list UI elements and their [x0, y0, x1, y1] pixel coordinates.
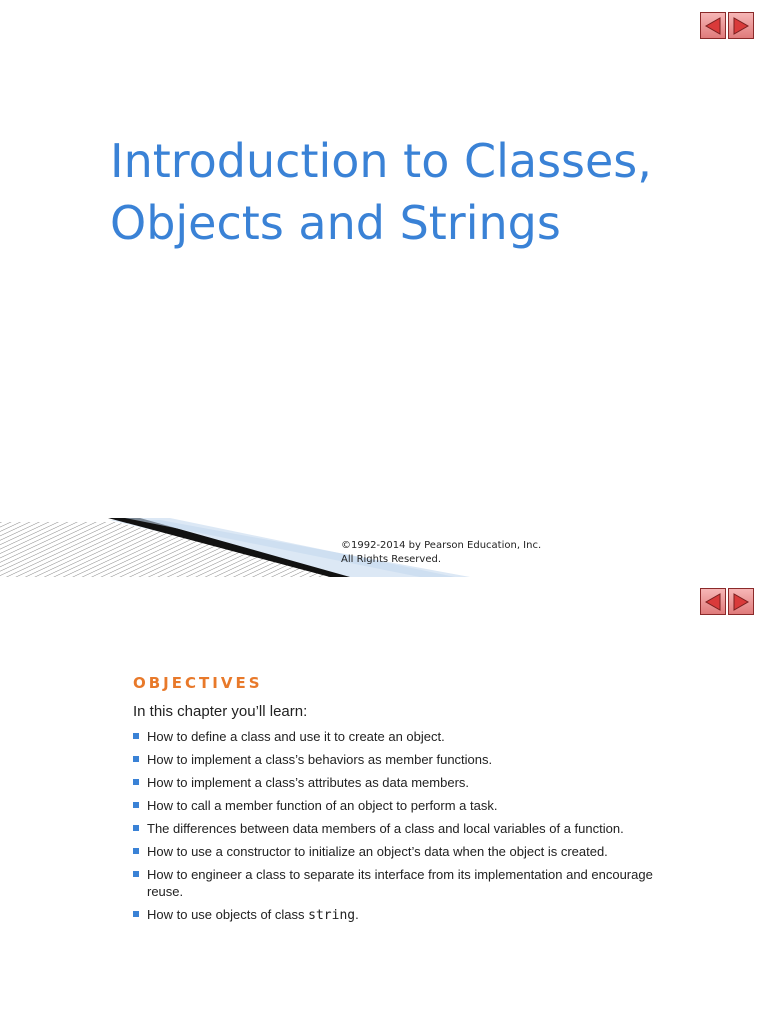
list-item — [133, 728, 673, 745]
objective-text: The differences between data members of a class and local variables of a function. — [147, 821, 624, 836]
next-slide-button[interactable] — [728, 588, 754, 615]
bullet-icon — [133, 871, 139, 877]
objective-text: How to implement a class’s attributes as data members. — [147, 775, 470, 790]
prev-slide-button[interactable] — [700, 12, 726, 39]
triangle-left-icon — [703, 16, 723, 36]
objectives-list — [133, 728, 673, 930]
objective-text-prefix: How to use objects of class — [147, 907, 309, 922]
objective-text-suffix: . — [355, 907, 359, 922]
slide-navigation — [700, 12, 754, 39]
objective-text: How to call a member function of an object to perform a task. — [147, 798, 498, 813]
objective-text: How to use a constructor to initialize an object’s data when the object is created. — [147, 844, 608, 859]
next-slide-button[interactable] — [728, 12, 754, 39]
triangle-left-icon — [703, 592, 723, 612]
objective-text: How to engineer a class to separate its interface from its implementation and encourage reuse. — [147, 867, 653, 899]
list-item — [133, 751, 673, 768]
title-line-1: Introduction to Classes, — [110, 134, 652, 188]
prev-slide-button[interactable] — [700, 588, 726, 615]
bullet-icon — [133, 911, 139, 917]
objectives-heading: OBJECTIVES — [133, 674, 263, 692]
triangle-right-icon — [731, 16, 751, 36]
copyright-line-1: ©1992-2014 by Pearson Education, Inc. — [341, 540, 542, 551]
bullet-icon — [133, 779, 139, 785]
objective-text: How to define a class and use it to create an object. — [147, 729, 445, 744]
bullet-icon — [133, 756, 139, 762]
triangle-right-icon — [731, 592, 751, 612]
objective-text: How to implement a class’s behaviors as member functions. — [147, 752, 493, 767]
slide-navigation — [700, 588, 754, 615]
list-item — [133, 797, 673, 814]
list-item — [133, 866, 673, 900]
bullet-icon — [133, 802, 139, 808]
list-item — [133, 906, 673, 924]
bullet-icon — [133, 848, 139, 854]
bullet-icon — [133, 733, 139, 739]
objectives-intro: In this chapter you’ll learn: — [133, 703, 308, 720]
list-item — [133, 774, 673, 791]
copyright-notice — [341, 539, 541, 567]
copyright-line-2: All Rights Reserved. — [341, 554, 442, 565]
bullet-icon — [133, 825, 139, 831]
title-line-2: Objects and Strings — [110, 196, 561, 250]
code-string: string — [308, 908, 356, 923]
list-item — [133, 843, 673, 860]
slide-title — [110, 130, 730, 254]
list-item — [133, 820, 673, 837]
objectives-slide — [0, 585, 768, 1024]
